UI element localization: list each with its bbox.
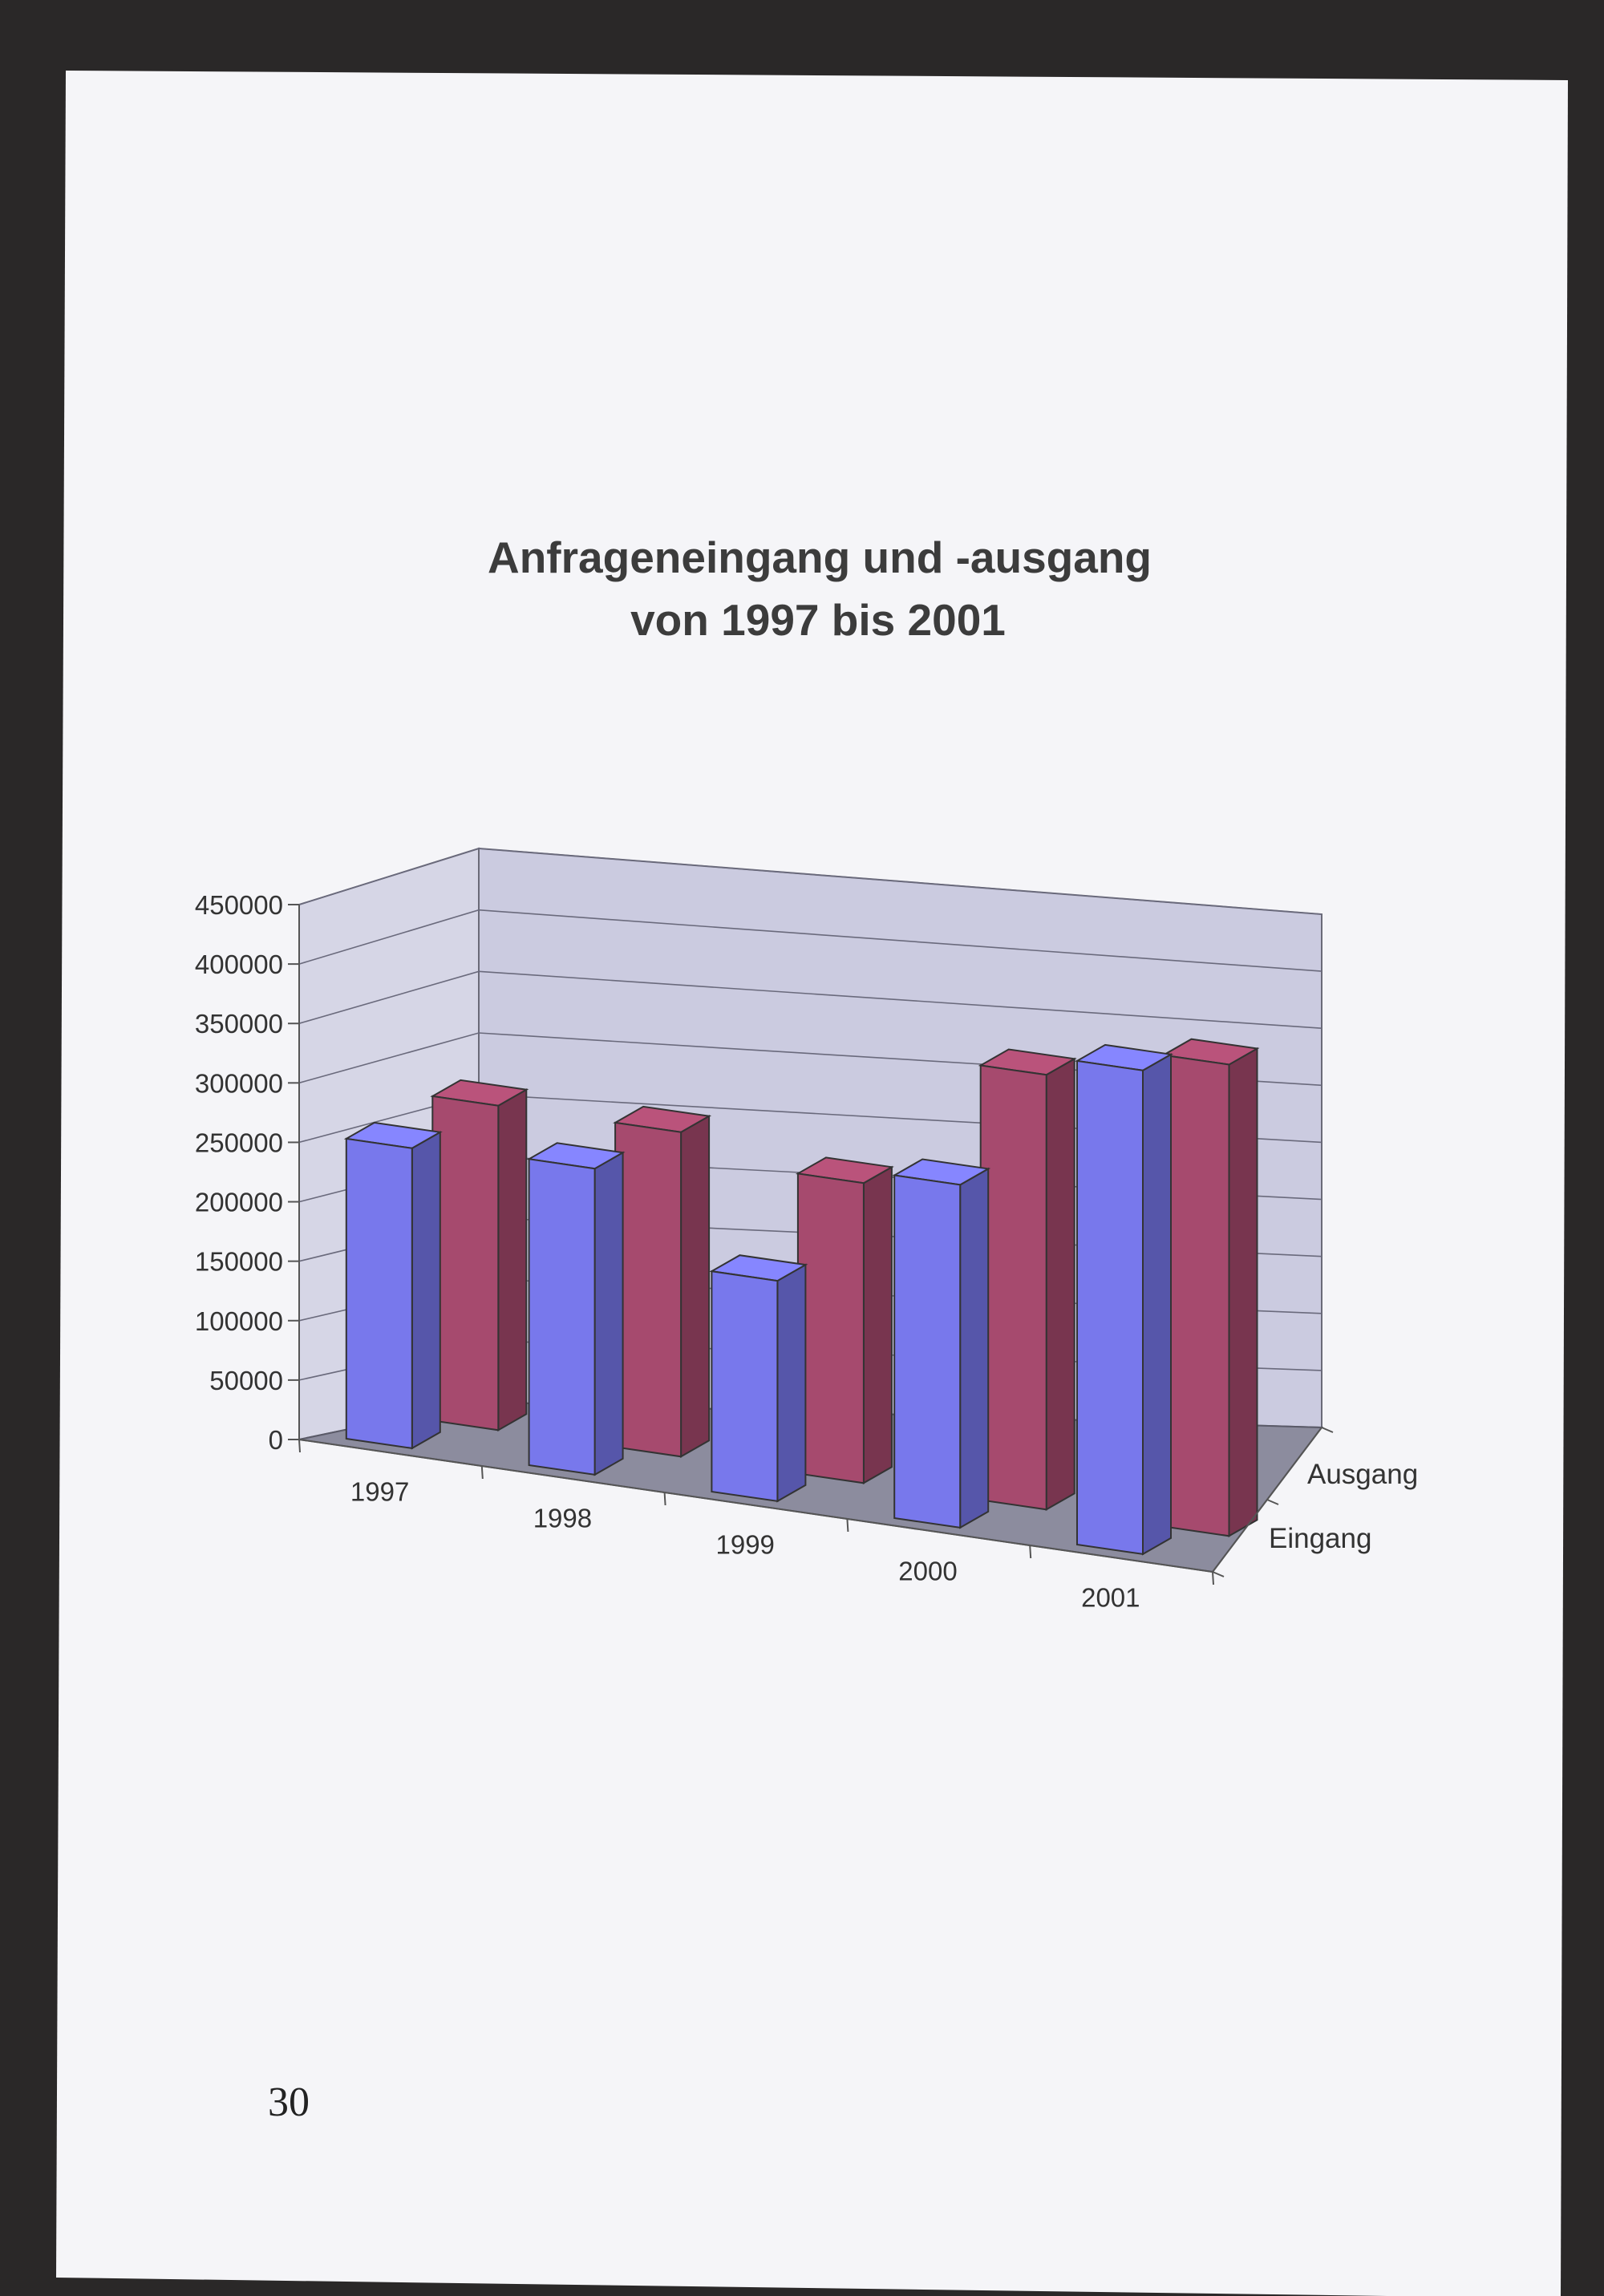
bar-eingang-1999 — [711, 1255, 805, 1501]
bar-side — [595, 1152, 623, 1475]
bar-front — [1077, 1061, 1143, 1554]
page-number: 30 — [268, 2079, 310, 2125]
chart-title-line2: von 1997 bis 2001 — [630, 595, 1006, 645]
bar-eingang-1998 — [529, 1143, 623, 1475]
bar-front — [432, 1096, 498, 1430]
bar-front — [711, 1271, 777, 1501]
bar-ausgang-2001 — [1164, 1039, 1258, 1537]
bar-ausgang-1998 — [615, 1107, 709, 1456]
x-tick — [847, 1519, 848, 1532]
y-tick-label: 150000 — [194, 1246, 283, 1277]
bar-front — [529, 1159, 595, 1475]
bar-ausgang-1997 — [432, 1080, 526, 1430]
bar-front — [894, 1176, 960, 1528]
bar-ausgang-2000 — [981, 1050, 1075, 1510]
bar-side — [681, 1116, 709, 1457]
bar-front — [981, 1066, 1047, 1510]
y-tick-label: 0 — [268, 1425, 283, 1455]
chart-3d — [195, 848, 1418, 1613]
y-tick-label: 200000 — [194, 1187, 283, 1217]
bar-eingang-2000 — [894, 1160, 988, 1528]
x-tick-label: 1997 — [350, 1476, 410, 1507]
bar-side — [864, 1167, 892, 1483]
bar-ausgang-1999 — [798, 1157, 892, 1483]
bar-eingang-1997 — [346, 1123, 440, 1448]
depth-label-ausgang: Ausgang — [1307, 1459, 1419, 1490]
bar-eingang-2001 — [1077, 1045, 1171, 1554]
x-tick-label: 2001 — [1081, 1582, 1140, 1613]
x-tick — [482, 1466, 483, 1479]
bar-side — [1047, 1059, 1075, 1509]
x-tick — [665, 1492, 666, 1505]
chart-title-line1: Anfrageneingang und -ausgang — [487, 532, 1152, 582]
x-tick-label: 1999 — [715, 1529, 775, 1560]
y-tick-label: 300000 — [194, 1068, 283, 1099]
bar-side — [777, 1265, 805, 1501]
x-tick — [1030, 1545, 1031, 1558]
y-tick-label: 250000 — [194, 1128, 283, 1158]
y-tick-label: 450000 — [194, 890, 283, 920]
y-tick-label: 50000 — [209, 1365, 283, 1395]
bar-front — [615, 1123, 681, 1456]
bar-side — [412, 1132, 440, 1448]
depth-label-eingang: Eingang — [1269, 1523, 1372, 1554]
bar-side — [498, 1090, 526, 1431]
bar-front — [1164, 1055, 1229, 1537]
x-tick — [299, 1440, 300, 1452]
bar-side — [960, 1168, 988, 1528]
x-tick-label: 2000 — [898, 1556, 958, 1586]
y-tick-label: 400000 — [194, 950, 283, 980]
x-tick-label: 1998 — [533, 1503, 593, 1533]
bar-front — [798, 1173, 864, 1483]
bar-front — [346, 1139, 412, 1448]
bar-side — [1229, 1049, 1258, 1537]
y-tick-label: 350000 — [194, 1009, 283, 1039]
bar-side — [1143, 1055, 1171, 1554]
y-tick-label: 100000 — [194, 1306, 283, 1336]
